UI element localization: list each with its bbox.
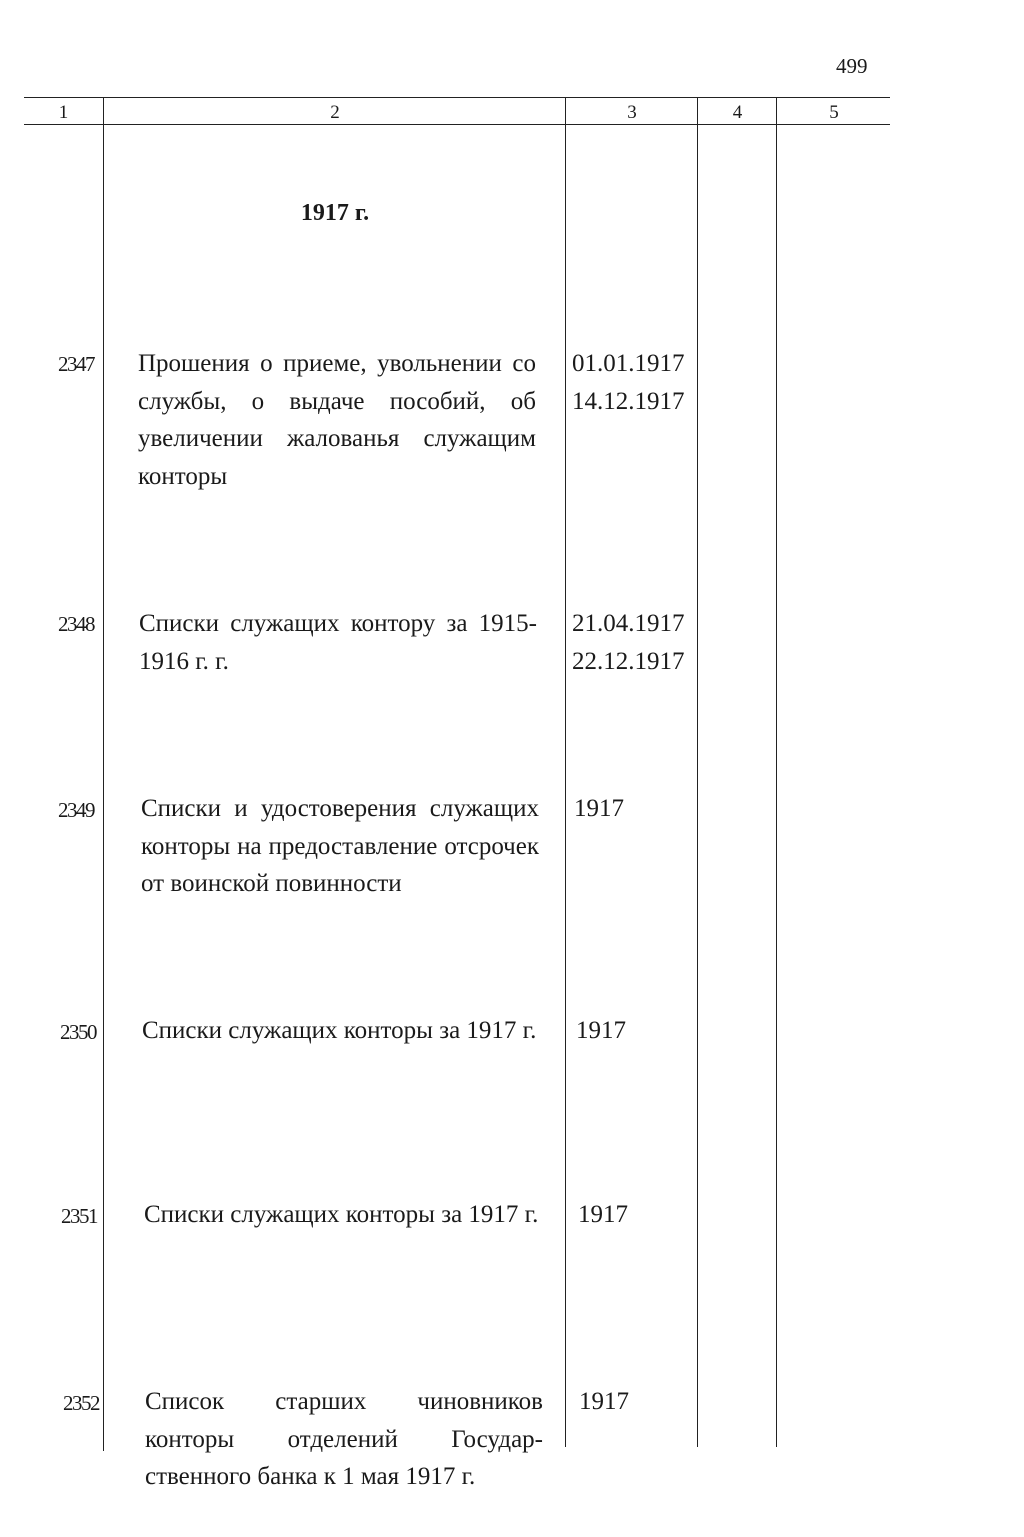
- entry-number: 2351: [61, 1204, 97, 1228]
- page-number: 499: [836, 54, 868, 78]
- entry-date-end: 22.12.1917: [572, 647, 685, 675]
- entry-number: 2348: [58, 612, 94, 636]
- entry-dates: [576, 1012, 626, 1050]
- table-header-rule: [24, 124, 890, 125]
- entry-number: 2350: [60, 1020, 96, 1044]
- column-header-5: 5: [829, 102, 839, 123]
- entry-date-start: 1917: [579, 1388, 629, 1415]
- column-header-2: 2: [330, 102, 340, 123]
- column-header-3: 3: [627, 102, 637, 123]
- entry-dates: [574, 790, 624, 828]
- section-year-title: 1917 г.: [300, 200, 370, 226]
- entry-dates: [572, 605, 685, 680]
- entry-title: Списки и удостоверения служащих конторы на предоставление отсрочек от воинской повинности: [141, 795, 539, 897]
- entry-number: 2352: [63, 1391, 99, 1415]
- column-divider-3: [697, 97, 698, 1447]
- entry-date-start: 1917: [578, 1201, 628, 1228]
- column-header-4: 4: [732, 102, 743, 123]
- entry-title: Списки служащих конторы за 1917 г.: [142, 1017, 537, 1044]
- entry-date-start: 1917: [574, 795, 624, 822]
- column-divider-4: [776, 97, 777, 1447]
- entry-title: Прошения о приеме, увольнении со службы, о выдаче пособий, об увеличении жалованья служащим конторы: [138, 350, 536, 490]
- entry-dates: [572, 345, 685, 420]
- entry-date-start: 01.01.1917: [572, 350, 685, 377]
- column-divider-1: [103, 97, 104, 1451]
- entry-title: Список старших чиновников конторы отделений Государ-ственного банка к 1 мая 1917 г.: [145, 1388, 543, 1490]
- entry-date-end: 14.12.1917: [572, 387, 685, 415]
- entry-date-start: 21.04.1917: [572, 610, 685, 637]
- column-header-1: 1: [58, 102, 69, 123]
- column-divider-2: [565, 97, 566, 1447]
- entry-dates: [579, 1383, 629, 1421]
- entry-number: 2349: [58, 798, 94, 822]
- entry-title: Списки служащих конторы за 1917 г.: [144, 1201, 539, 1228]
- entry-title: Списки служащих контору за 1915-1916 г. г.: [139, 610, 537, 675]
- entry-dates: [578, 1196, 628, 1234]
- table-top-rule: [24, 97, 890, 98]
- entry-number: 2347: [58, 352, 94, 376]
- entry-date-start: 1917: [576, 1017, 626, 1044]
